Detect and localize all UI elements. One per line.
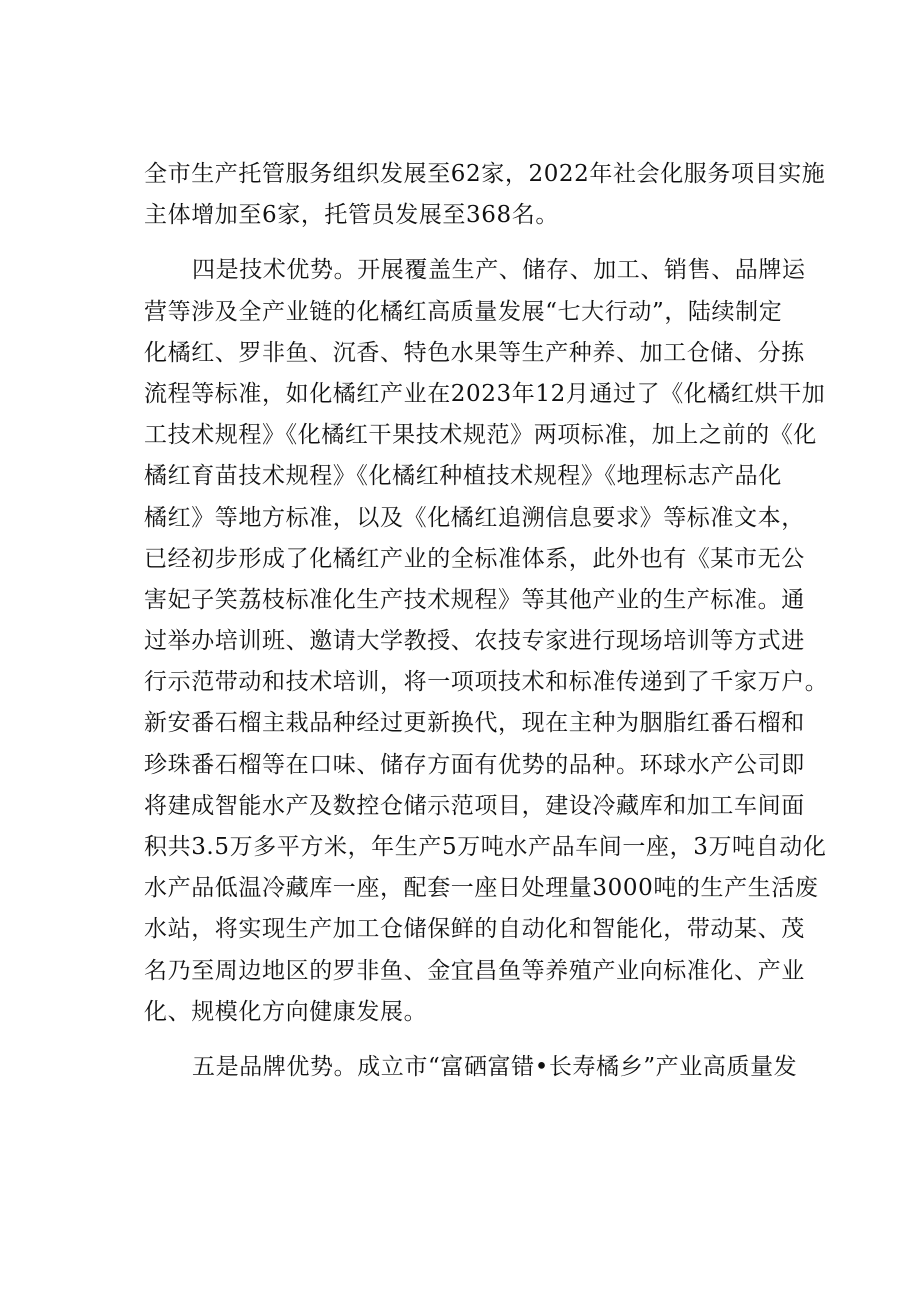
text-line: 新安番石榴主栽品种经过更新换代，现在主种为胭脂红番石榴和 <box>144 710 805 737</box>
document-body <box>144 154 829 1088</box>
text-line: 工技术规程》《化橘红干果技术规范》两项标准，加上之前的《化 <box>144 422 817 449</box>
text-line: 化、规模化方向健康发展。 <box>144 998 428 1025</box>
text-line: 行示范带动和技术培训，将一项项技术和标准传递到了千家万户。 <box>144 669 829 696</box>
paragraph-brand-advantage <box>144 1047 824 1088</box>
text-line: 珍珠番石榴等在口味、储存方面有优势的品种。环球水产公司即 <box>144 751 805 778</box>
text-line: 营等涉及全产业链的化橘红高质量发展“七大行动”，陆续制定 <box>144 298 783 325</box>
text-line: 积共3.5万多平方米，年生产5万吨水产品车间一座，3万吨自动化 <box>144 834 827 860</box>
text-line: 已经初步形成了化橘红产业的全标准体系，此外也有《某市无公 <box>144 545 805 572</box>
paragraph-technology-advantage <box>144 250 829 1033</box>
text-line: 水站，将实现生产加工仓储保鲜的自动化和智能化，带动某、茂 <box>144 916 805 943</box>
text-line: 水产品低温冷藏库一座，配套一座日处理量3000吨的生产生活废 <box>144 875 819 902</box>
text-line: 橘红》等地方标准，以及《化橘红追溯信息要求》等标准文本， <box>144 504 805 531</box>
text-line: 橘红育苗技术规程》《化橘红种植技术规程》《地理标志产品化 <box>144 463 782 490</box>
text-line: 五是品牌优势。成立市“富硒富错•长寿橘乡”产业高质量发 <box>192 1053 798 1080</box>
text-line: 全市生产托管服务组织发展至62家，2022年社会化服务项目实施 <box>144 161 826 187</box>
text-line: 主体增加至6家，托管员发展至368名。 <box>144 202 559 229</box>
text-line: 四是技术优势。开展覆盖生产、储存、加工、销售、品牌运 <box>192 257 806 284</box>
text-line: 名乃至周边地区的罗非鱼、金宜昌鱼等养殖产业向标准化、产业 <box>144 957 805 984</box>
text-line: 害妃子笑荔枝标准化生产技术规程》等其他产业的生产标准。通 <box>144 586 805 613</box>
text-line: 过举办培训班、邀请大学教授、农技专家进行现场培训等方式进 <box>144 628 805 655</box>
text-line: 将建成智能水产及数控仓储示范项目，建设冷藏库和加工车间面 <box>144 792 805 819</box>
text-line: 流程等标准，如化橘红产业在2023年12月通过了《化橘红烘干加 <box>144 380 826 407</box>
text-line: 化橘红、罗非鱼、沉香、特色水果等生产种养、加工仓储、分拣 <box>144 339 805 366</box>
paragraph-continuation <box>144 154 824 236</box>
